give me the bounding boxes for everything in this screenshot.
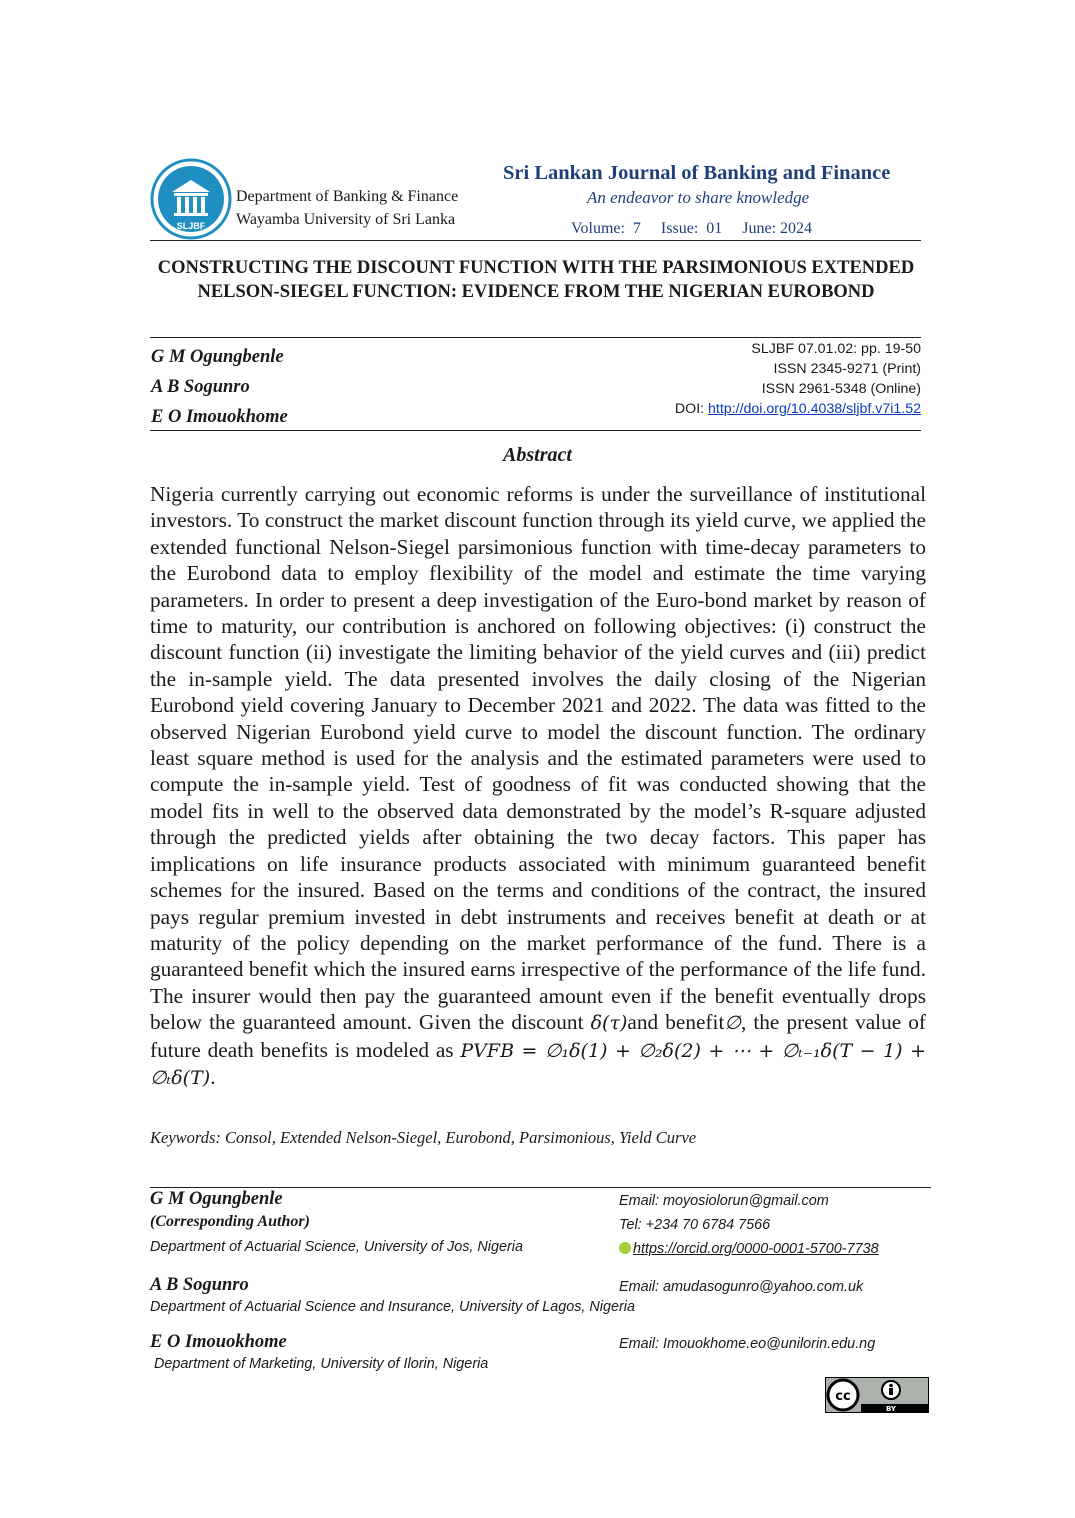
discount-symbol: δ(τ)	[590, 1012, 628, 1035]
issn-online: ISSN 2961-5348 (Online)	[761, 381, 921, 397]
affiliation-author-name: G M Ogungbenle	[150, 1189, 283, 1209]
cc-by-label: BY	[885, 1405, 897, 1413]
authors-divider	[150, 430, 921, 431]
journal-logo-icon	[150, 158, 232, 240]
affiliation-author-name: A B Sogunro	[150, 1275, 249, 1295]
orcid-icon	[619, 1242, 631, 1254]
journal-tagline: An endeavor to share knowledge	[587, 188, 810, 207]
page-reference: SLJBF 07.01.02: pp. 19-50	[751, 341, 921, 357]
article-title: CONSTRUCTING THE DISCOUNT FUNCTION WITH THE PARSIMONIOUS EXTENDED NELSON-SIEGEL FUNCTION: EVIDENCE FROM THE NIGERIAN EUROBOND	[157, 258, 915, 302]
author-email: Email: amudasogunro@yahoo.com.uk	[619, 1279, 864, 1295]
affiliation-divider	[150, 1187, 931, 1188]
author-name: A B Sogunro	[151, 377, 250, 397]
logo-text: SLJBF	[176, 221, 206, 231]
abstract-text-end: .	[210, 1064, 216, 1089]
abstract-text: Nigeria currently carrying out economic reforms is under the surveillance of institutional investors. To construct the market discount function through its yield curve, we applied the extended functional Nelson-Siegel parsimonious function with time-decay parameters to the Eurobond data to employ flexibility of the model and estimate the time varying parameters. In order to present a deep investigation of the Euro-bond market by reason of time to maturity, our contribution is anchored on following objectives: (i) construct the discount function (ii) investigate the limiting behavior of the yield curves and (iii) predict the in-sample yield. The data presented involves the daily closing of the Nigerian Eurobond yield covering January to December 2021 and 2022. The data was fitted to the observed Nigerian Eurobond yield curve to model the discount function. The ordinary least square method is used for the analysis and the estimated parameters were used to compute the in-sample yield. Test of goodness of fit was conducted showing that the model fits in well to the observed data demonstrated by the model’s R-square adjusted through the predicted yields after obtaining the two decay factors. This paper has implications on life insurance products associated with minimum guaranteed benefit schemes for the insured. Based on the terms and conditions of the contract, the insured pays regular premium invested in debt instruments and receives benefit at death or at maturity of the policy depending on the market performance of the fund. There is a guaranteed benefit which the insured earns irrespective of the performance of the life fund. The insurer would then pay the guaranteed amount even if the benefit eventually drops below the guaranteed amount. Given the discount	[150, 482, 926, 1035]
journal-title: Sri Lankan Journal of Banking and Finance	[503, 162, 891, 184]
title-divider	[150, 337, 921, 338]
author-name: G M Ogungbenle	[151, 347, 284, 367]
department-name: Department of Banking & Finance	[236, 188, 459, 205]
author-email: Email: moyosiolorun@gmail.com	[619, 1193, 829, 1209]
doi-line	[675, 401, 921, 417]
keywords: Keywords: Consol, Extended Nelson-Siegel, Eurobond, Parsimonious, Yield Curve	[150, 1128, 697, 1147]
svg-text:cc: cc	[835, 1389, 851, 1404]
doi-link[interactable]: http://doi.org/10.4038/sljbf.v7i1.52	[708, 401, 921, 417]
affiliation-author-name: E O Imouokhome	[150, 1332, 287, 1352]
pvfb-formula: PVFB = ∅₁δ(1) + ∅₂δ(2) + ⋯ + ∅ₜ₋₁δ(T − 1) + ∅ₜδ(T)	[150, 1039, 926, 1089]
doi-label: DOI:	[674, 401, 709, 417]
corresponding-author-label: (Corresponding Author)	[150, 1213, 310, 1230]
abstract-body	[150, 481, 926, 1091]
author-name: E O Imouokhome	[151, 407, 288, 427]
cc-by-icon	[825, 1377, 929, 1413]
university-name: Wayamba University of Sri Lanka	[236, 211, 456, 228]
header-divider	[150, 240, 921, 241]
abstract-text-pv: , the present value of future death benefits is modeled as	[150, 1010, 927, 1062]
volume-issue-date: Volume: 7 Issue: 01 June: 2024	[571, 220, 813, 237]
abstract-text-and-benefit: and benefit	[627, 1010, 725, 1035]
author-email: Email: Imouokhome.eo@unilorin.edu.ng	[619, 1336, 876, 1352]
affiliation-department: Department of Marketing, University of Ilorin, Nigeria	[154, 1356, 489, 1372]
affiliation-department: Department of Actuarial Science and Insurance, University of Lagos, Nigeria	[150, 1299, 635, 1315]
issn-print: ISSN 2345-9271 (Print)	[773, 361, 921, 377]
orcid-line	[619, 1241, 879, 1257]
author-tel: Tel: +234 70 6784 7566	[619, 1217, 771, 1233]
abstract-heading: Abstract	[503, 444, 572, 466]
benefit-symbol: ∅	[724, 1012, 741, 1035]
orcid-link[interactable]: https://orcid.org/0000-0001-5700-7738	[633, 1241, 879, 1257]
affiliation-department: Department of Actuarial Science, University of Jos, Nigeria	[150, 1239, 523, 1255]
